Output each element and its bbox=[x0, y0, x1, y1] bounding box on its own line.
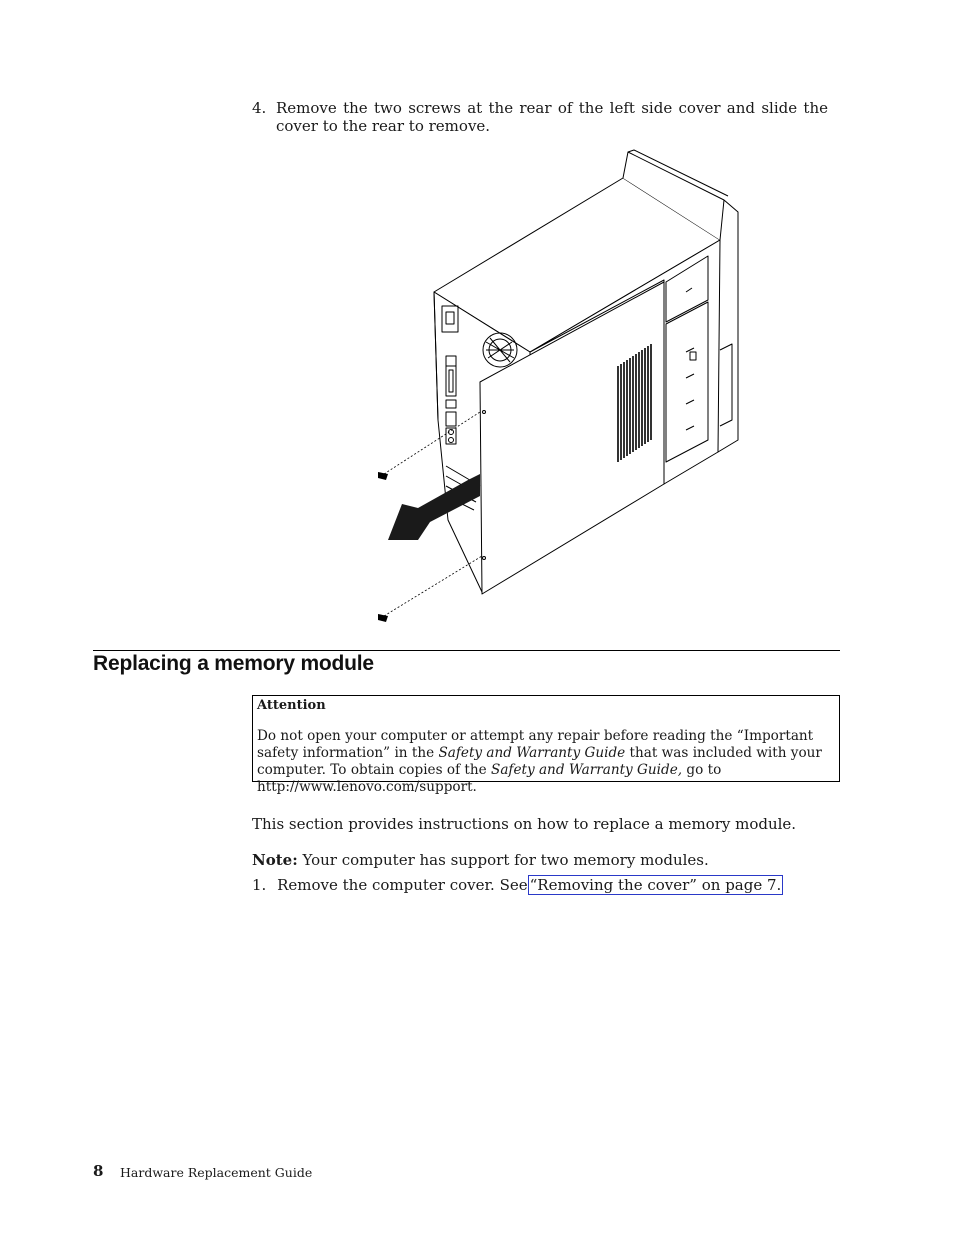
page-number: 8 bbox=[93, 1162, 104, 1180]
guide-name: Safety and Warranty Guide bbox=[438, 745, 626, 761]
section-title: Replacing a memory module bbox=[93, 652, 374, 675]
note-label: Note: bbox=[252, 851, 298, 869]
attention-heading: Attention bbox=[257, 698, 326, 713]
guide-name: Safety and Warranty Guide, bbox=[491, 762, 683, 778]
intro-paragraph: This section provides instructions on how to replace a memory module. bbox=[252, 815, 797, 833]
step-number: 4. bbox=[252, 99, 267, 117]
note bbox=[252, 851, 709, 869]
document-title: Hardware Replacement Guide bbox=[120, 1165, 313, 1180]
computer-cover-removal-illustration bbox=[370, 145, 750, 630]
attention-text-2: that was included with your computer. To obtain copies of the bbox=[257, 745, 822, 778]
step-text: Remove the computer cover. See bbox=[277, 876, 528, 894]
removing-cover-link[interactable]: “Removing the cover” on page 7. bbox=[529, 876, 782, 894]
step-4 bbox=[252, 99, 828, 135]
attention-body bbox=[257, 728, 832, 796]
attention-text-1: Do not open your computer or attempt any repair before reading the “Important safety information” in the bbox=[257, 728, 814, 761]
step-text: Remove the two screws at the rear of the left side cover and slide the cover to the rear to remove. bbox=[276, 99, 828, 135]
attention-box bbox=[252, 695, 840, 795]
step-1 bbox=[252, 876, 832, 894]
attention-text-3: go to http://www.lenovo.com/support. bbox=[257, 762, 722, 795]
section-divider bbox=[93, 650, 840, 651]
step-number: 1. bbox=[252, 876, 267, 894]
note-text: Your computer has support for two memory modules. bbox=[302, 851, 709, 869]
